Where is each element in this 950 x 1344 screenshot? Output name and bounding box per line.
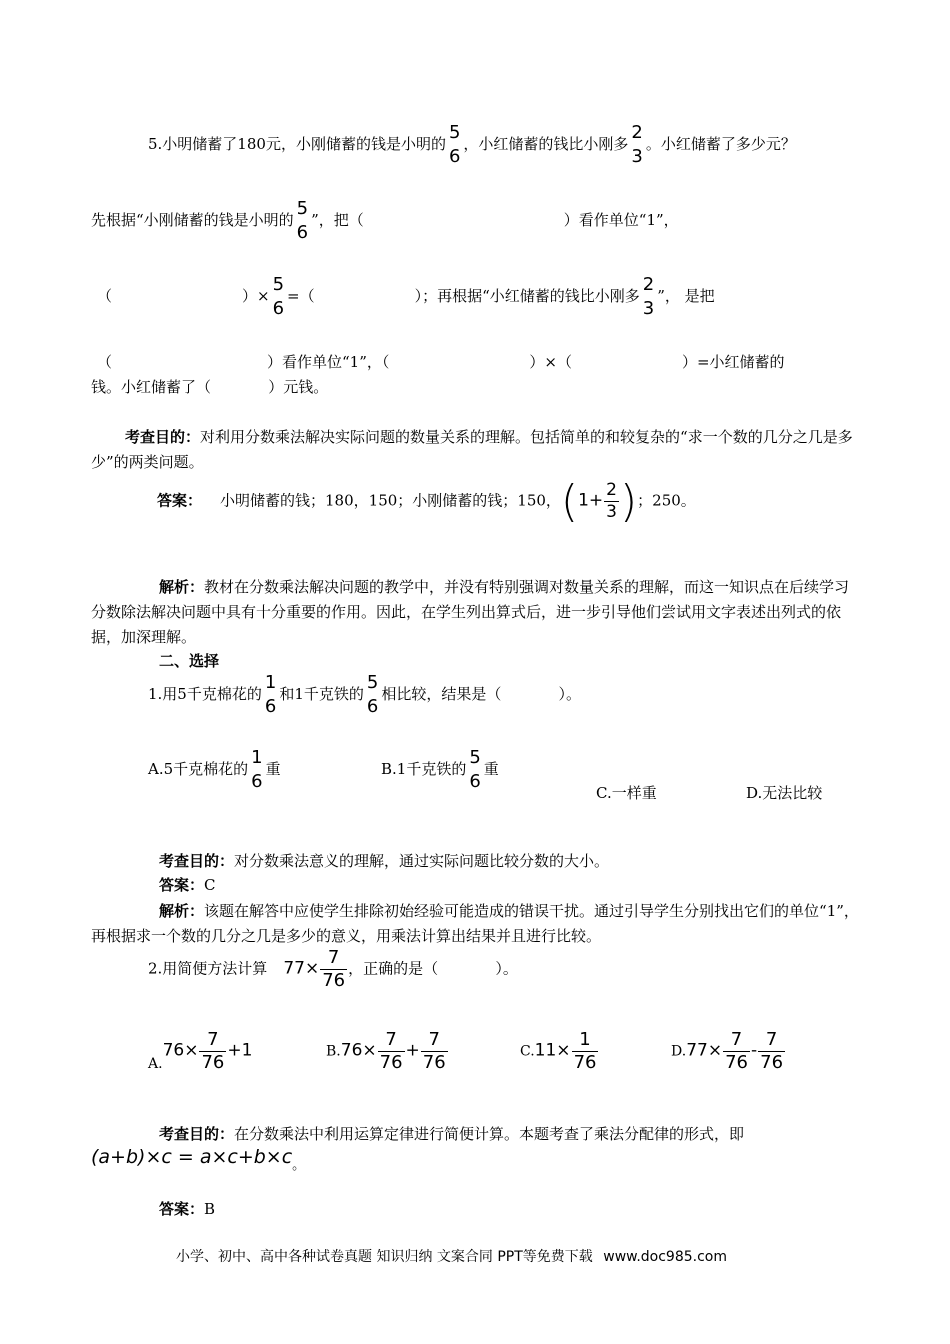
footer xyxy=(176,1246,727,1266)
fraction-5-6: 5 6 xyxy=(296,198,309,243)
fill1-text-b: ”，把（ xyxy=(311,211,364,229)
q1-stem-text-b: 和1千克铁的 xyxy=(279,685,364,703)
option-d-expr: 77× xyxy=(686,1040,723,1061)
answer-text: C xyxy=(204,876,216,894)
q2-stem xyxy=(148,949,518,990)
analysis-text: 该题在解答中应使学生排除初始经验可能造成的错误干扰。通过引导学生分别找出它们的单位“1”，再根据求一个数的几分之几是多少的意义，用乘法计算出结果并且进行比较。 xyxy=(91,902,859,945)
q1-option-a[interactable] xyxy=(148,749,281,791)
option-c-expr: 11× xyxy=(534,1040,571,1061)
q5-stem-text-a: 5.小明储蓄了180元，小刚储蓄的钱是小明的 xyxy=(148,135,446,153)
fill2-text-c: =（ xyxy=(287,287,315,305)
fill3-text-c: ）×（ xyxy=(529,353,572,371)
fill2-text-e: ”， 是把 xyxy=(657,287,715,305)
analysis-text: 教材在分数乘法解决问题的教学中，并没有特别强调对数量关系的理解，而这一知识点在后续学习分数除法解决问题中具有十分重要的作用。因此，在学生列出算式后，进一步引导他们尝试用文字表述出列式的依据，加深理解。 xyxy=(91,578,850,646)
q5-fill-line-3 xyxy=(97,351,785,372)
option-a-suffix: 重 xyxy=(265,760,281,778)
fraction-7-76: $\frac{7}{76}$ xyxy=(379,1029,403,1073)
q2-formula-line xyxy=(91,1146,305,1173)
q2-purpose xyxy=(159,1123,744,1144)
left-paren: ( xyxy=(560,476,579,527)
fraction-7-76: $\frac{7}{76}$ xyxy=(760,1029,784,1073)
q1-stem-text-c: 相比较，结果是（ ）。 xyxy=(381,685,582,703)
q2-option-d[interactable] xyxy=(671,1031,786,1072)
fill3-text-d: ）=小红储蓄的 xyxy=(681,353,785,371)
frac-den: 6 xyxy=(448,146,461,167)
fill3-text-a: （ xyxy=(97,353,113,371)
fraction-5-6: 5 6 xyxy=(272,274,285,319)
purpose-text: 对分数乘法意义的理解，通过实际问题比较分数的大小。 xyxy=(234,852,610,870)
option-b-suffix: 重 xyxy=(483,760,499,778)
fraction-1-76: $\frac{1}{76}$ xyxy=(573,1029,597,1073)
fill1-text-a: 先根据“小刚储蓄的钱是小明的 xyxy=(91,211,294,229)
q1-stem-text-a: 1.用5千克棉花的 xyxy=(148,685,262,703)
footer-text: 小学、初中、高中各种试卷真题 知识归纳 文案合同 PPT等免费下载 xyxy=(176,1249,593,1265)
analysis-label: 解析： xyxy=(159,578,205,596)
purpose-label: 考查目的： xyxy=(159,852,235,870)
q2-stem-text-b: ，正确的是（ ）。 xyxy=(348,959,518,978)
q2-expr: 77× xyxy=(283,958,320,979)
fraction-5-6: 5 6 xyxy=(366,672,379,717)
fraction-7-76: $\frac{7}{76}$ xyxy=(422,1029,446,1073)
q1-option-c[interactable]: C.一样重 xyxy=(596,784,657,802)
answer-label: 答案： xyxy=(159,1200,205,1218)
q2-stem-text-a: 2.用简便方法计算 xyxy=(148,959,268,978)
purpose-label: 考查目的： xyxy=(159,1125,235,1143)
fill2-text-d: ）；再根据“小红储蓄的钱比小刚多 xyxy=(414,287,640,305)
q5-analysis xyxy=(91,575,861,650)
fraction-7-76: $\frac{7}{76}$ xyxy=(322,947,346,991)
fraction-5-6: 5 6 xyxy=(469,747,481,792)
answer-one-plus: 1+ xyxy=(578,490,604,511)
q5-stem xyxy=(148,124,796,166)
q5-stem-text-b: ，小红储蓄的钱比小刚多 xyxy=(463,135,629,153)
option-b-letter: B. xyxy=(326,1043,341,1060)
footer-link[interactable]: www.doc985.com xyxy=(603,1249,727,1265)
q2-answer xyxy=(159,1198,215,1219)
q5-fill-line-1 xyxy=(91,200,679,242)
option-a-expr-b: +1 xyxy=(227,1040,253,1061)
fill1-text-c: ）看作单位“1”， xyxy=(563,211,679,229)
q1-stem xyxy=(148,674,581,716)
frac-den: 3 xyxy=(631,146,643,167)
q5-purpose xyxy=(91,425,861,475)
fill4-text: 钱。小红储蓄了（ ）元钱。 xyxy=(91,378,329,396)
fraction-2-3: 2 3 xyxy=(642,274,655,319)
option-a-text: A.5千克棉花的 xyxy=(148,760,249,778)
fraction-2-3 xyxy=(629,124,644,166)
q1-purpose xyxy=(159,850,609,871)
fraction-7-76: $\frac{7}{76}$ xyxy=(201,1029,225,1073)
option-c-letter: C. xyxy=(520,1043,535,1060)
option-a-expr: 76× xyxy=(162,1040,199,1061)
q1-option-b[interactable] xyxy=(381,749,499,791)
fill2-text-a: （ xyxy=(97,287,113,305)
q1-option-d[interactable]: D.无法比较 xyxy=(746,784,823,802)
frac-num: 2 xyxy=(631,122,643,143)
fraction-2-3: $\frac{2}{3}$ xyxy=(606,480,617,522)
q2-option-b[interactable] xyxy=(326,1031,449,1072)
q2-option-c[interactable] xyxy=(520,1031,599,1072)
fill3-text-b: ）看作单位“1”，（ xyxy=(267,353,390,371)
option-a-letter: A. xyxy=(148,1056,163,1072)
option-d-letter: D. xyxy=(671,1043,687,1060)
q5-fill-line-4 xyxy=(91,376,328,397)
q2-option-a[interactable] xyxy=(148,1031,252,1072)
fraction-5-6 xyxy=(447,124,462,166)
option-b-text: B.1千克铁的 xyxy=(381,760,467,778)
right-paren: ) xyxy=(619,476,638,527)
answer-label: 答案： xyxy=(159,876,205,894)
q1-analysis xyxy=(91,899,861,949)
formula-period: 。 xyxy=(292,1158,306,1173)
answer-text-b: ；250。 xyxy=(637,491,696,510)
q5-answer xyxy=(157,476,696,527)
distributive-formula: (a+b)×c = a×c+b×c xyxy=(91,1146,293,1168)
fraction-1-6: 1 6 xyxy=(264,672,277,717)
fraction-1-6: 1 6 xyxy=(251,747,263,792)
option-d-minus: - xyxy=(750,1040,758,1061)
answer-text: B xyxy=(204,1200,216,1218)
answer-text-a: 小明储蓄的钱；180，150；小刚储蓄的钱；150， xyxy=(220,491,561,510)
purpose-text: 对利用分数乘法解决实际问题的数量关系的理解。包括简单的和较复杂的“求一个数的几分之几是多少”的两类问题。 xyxy=(91,428,853,471)
analysis-label: 解析： xyxy=(159,902,205,920)
q5-fill-line-2 xyxy=(97,276,715,318)
fill2-text-b: ）× xyxy=(242,287,270,305)
answer-label: 答案： xyxy=(157,491,203,510)
section-title: 二、选择 xyxy=(159,652,220,670)
q1-answer xyxy=(159,874,216,895)
frac-num: 5 xyxy=(448,122,461,143)
fraction-7-76: $\frac{7}{76}$ xyxy=(725,1029,748,1073)
purpose-label: 考查目的： xyxy=(125,428,201,446)
option-b-expr: 76× xyxy=(340,1040,377,1061)
q5-stem-text-c: 。小红储蓄了多少元？ xyxy=(645,135,796,153)
option-b-plus: + xyxy=(405,1040,420,1061)
purpose-text: 在分数乘法中利用运算定律进行简便计算。本题考查了乘法分配律的形式，即 xyxy=(234,1125,745,1143)
